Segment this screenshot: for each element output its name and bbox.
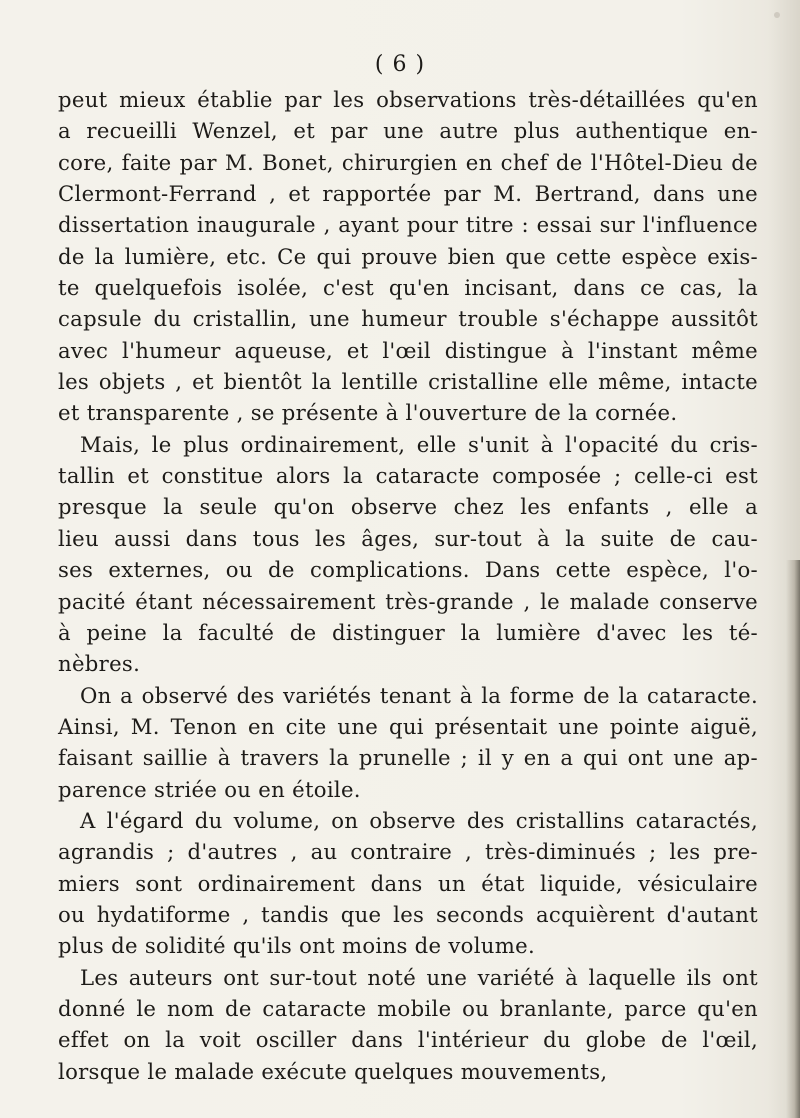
text-line: Mais, le plus ordinairement, elle s'unit à l'opacité du cris- bbox=[80, 431, 758, 457]
text-line: donné le nom de cataracte mobile ou branlante, parce qu'en bbox=[58, 995, 758, 1021]
text-line: de la lumière, etc. Ce qui prouve bien que cette espèce exis- bbox=[58, 243, 758, 269]
text-line: capsule du cristallin, une humeur trouble s'échappe aussitôt bbox=[58, 306, 758, 332]
text-line: Ainsi, M. Tenon en cite une qui présentait une pointe aiguë, bbox=[58, 713, 758, 739]
text-line: plus de solidité qu'ils ont moins de volume. bbox=[58, 933, 536, 959]
text-line: ses externes, ou de complications. Dans cette espèce, l'o- bbox=[58, 557, 758, 583]
text-line: pacité étant nécessairement très-grande , le malade conserve bbox=[58, 588, 758, 614]
text-line: dissertation inaugurale , ayant pour titre : essai sur l'influence bbox=[58, 212, 758, 238]
page-number: ( 6 ) bbox=[374, 52, 426, 77]
text-line: les objets , et bientôt la lentille cristalline elle même, intacte bbox=[58, 369, 758, 395]
text-line: A l'égard du volume, on observe des cristallins cataractés, bbox=[80, 807, 758, 833]
text-line: presque la seule qu'on observe chez les enfants , elle a bbox=[58, 494, 758, 520]
text-line: a recueilli Wenzel, et par une autre plus authentique en- bbox=[58, 118, 758, 144]
text-line: avec l'humeur aqueuse, et l'œil distingue à l'instant même bbox=[58, 337, 758, 363]
text-line: lieu aussi dans tous les âges, sur-tout à la suite de cau- bbox=[58, 525, 758, 551]
body-text bbox=[58, 84, 758, 1087]
text-line: te quelquefois isolée, c'est qu'en incisant, dans ce cas, la bbox=[58, 275, 758, 301]
text-line: et transparente , se présente à l'ouverture de la cornée. bbox=[58, 400, 678, 426]
text-line: faisant saillie à travers la prunelle ; il y en a qui ont une ap- bbox=[58, 745, 758, 771]
text-line: ou hydatiforme , tandis que les seconds acquièrent d'autant bbox=[58, 901, 758, 927]
text-line: tallin et constitue alors la cataracte composée ; celle-ci est bbox=[58, 463, 758, 489]
text-line: effet on la voit osciller dans l'intérieur du globe de l'œil, bbox=[58, 1027, 758, 1053]
page-edge-shadow bbox=[786, 560, 800, 1118]
text-line: Clermont-Ferrand , et rapportée par M. Bertrand, dans une bbox=[58, 181, 758, 207]
text-line: à peine la faculté de distinguer la lumière d'avec les té- bbox=[58, 619, 758, 645]
text-line: On a observé des variétés tenant à la forme de la cataracte. bbox=[80, 682, 758, 708]
text-line: nèbres. bbox=[58, 651, 141, 677]
text-line: parence striée ou en étoile. bbox=[58, 776, 361, 802]
text-line: Les auteurs ont sur-tout noté une variété à laquelle ils ont bbox=[80, 964, 758, 990]
text-line: agrandis ; d'autres , au contraire , très-diminués ; les pre- bbox=[58, 839, 758, 865]
text-line: miers sont ordinairement dans un état liquide, vésiculaire bbox=[58, 870, 758, 896]
page-blemish bbox=[774, 12, 780, 18]
text-line: lorsque le malade exécute quelques mouvements, bbox=[58, 1058, 608, 1084]
text-line: core, faite par M. Bonet, chirurgien en chef de l'Hôtel-Dieu de bbox=[58, 149, 758, 175]
text-line: peut mieux établie par les observations très-détaillées qu'en bbox=[58, 87, 758, 112]
